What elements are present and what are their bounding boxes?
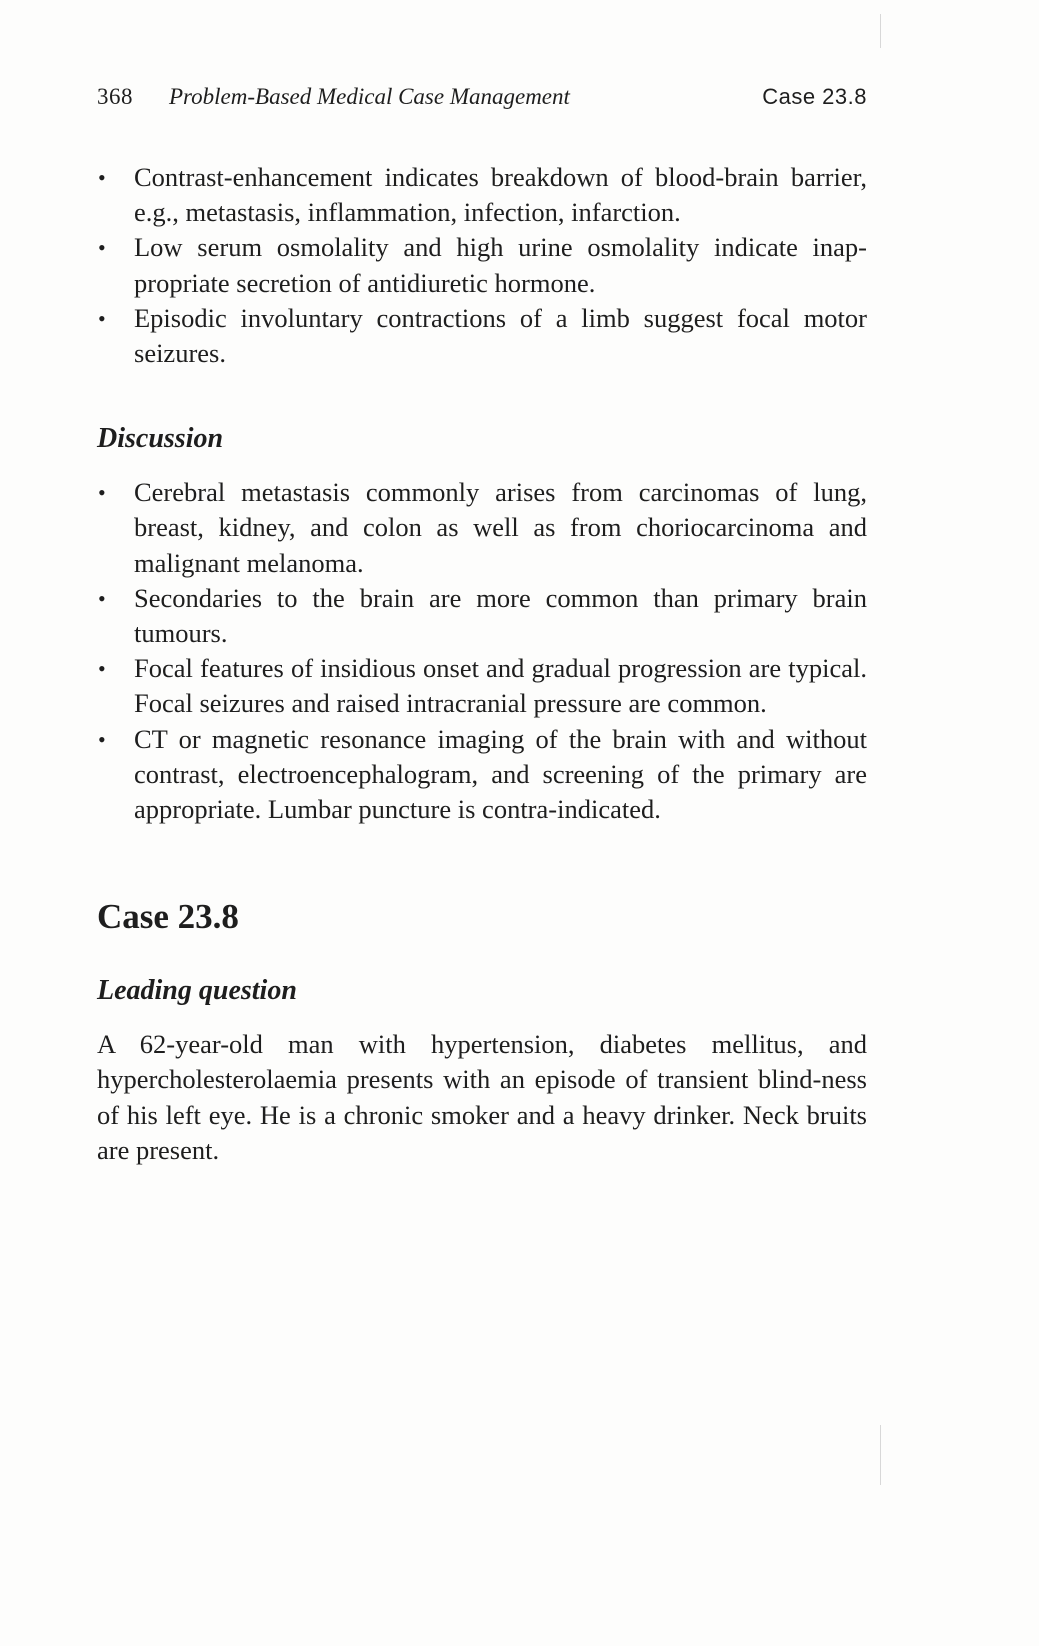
case-paragraph: A 62-year-old man with hypertension, diabetes mellitus, and hypercholesterolaemia presents with an episode of transient blind-ness of his left eye. He is a chronic smoker and a heavy drinker. Neck bruits are present. xyxy=(97,1029,867,1165)
leading-question-heading: Leading question xyxy=(97,975,297,1007)
list-item-text: Focal features of insidious onset and gradual progression are typical. Focal seizures and raised intracranial pressure are common. xyxy=(134,653,867,719)
list-item-text: Contrast-enhancement indicates breakdown of blood-brain barrier, e.g., metastasis, inflammation, infection, infarction. xyxy=(134,162,867,228)
list-item xyxy=(97,722,867,828)
discussion-heading: Discussion xyxy=(97,423,224,455)
book-title: Problem-Based Medical Case Management xyxy=(169,84,570,109)
bullet-icon: • xyxy=(98,165,106,190)
list-item-text: CT or magnetic resonance imaging of the brain with and without contrast, electroencephalogram, and screening of the primary are appropriate. Lumbar puncture is contra-indicated. xyxy=(134,723,867,825)
scan-artifact xyxy=(880,1425,881,1485)
list-item-text: Cerebral metastasis commonly arises from carcinomas of lung, breast, kidney, and colon as well as from choriocarcinoma and malignant melanoma. xyxy=(134,477,867,578)
bullet-icon: • xyxy=(98,235,106,261)
list-item-text: Secondaries to the brain are more common than primary brain tumours. xyxy=(134,582,867,649)
list-item xyxy=(97,475,867,581)
running-header xyxy=(97,84,867,124)
bullet-icon: • xyxy=(98,305,106,331)
list-item xyxy=(97,160,867,230)
bullet-icon: • xyxy=(98,656,106,682)
case-title: Case 23.8 xyxy=(97,897,239,937)
bullet-icon: • xyxy=(98,726,106,752)
discussion-bullet-list xyxy=(97,475,867,827)
intro-bullet-list xyxy=(97,160,867,371)
list-item xyxy=(97,301,867,371)
list-item xyxy=(97,581,867,651)
bullet-icon: • xyxy=(98,585,106,611)
running-case-reference: Case 23.8 xyxy=(762,84,867,109)
bullet-icon: • xyxy=(98,480,106,506)
list-item xyxy=(97,230,867,300)
page-content xyxy=(97,160,867,1168)
scan-artifact xyxy=(880,14,881,48)
list-item xyxy=(97,651,867,721)
list-item-text: Low serum osmolality and high urine osmolality indicate inap-propriate secretion of antidiuretic hormone. xyxy=(134,232,867,298)
list-item-text: Episodic involuntary contractions of a limb suggest focal motor seizures. xyxy=(134,302,867,369)
page-number: 368 xyxy=(97,84,133,109)
